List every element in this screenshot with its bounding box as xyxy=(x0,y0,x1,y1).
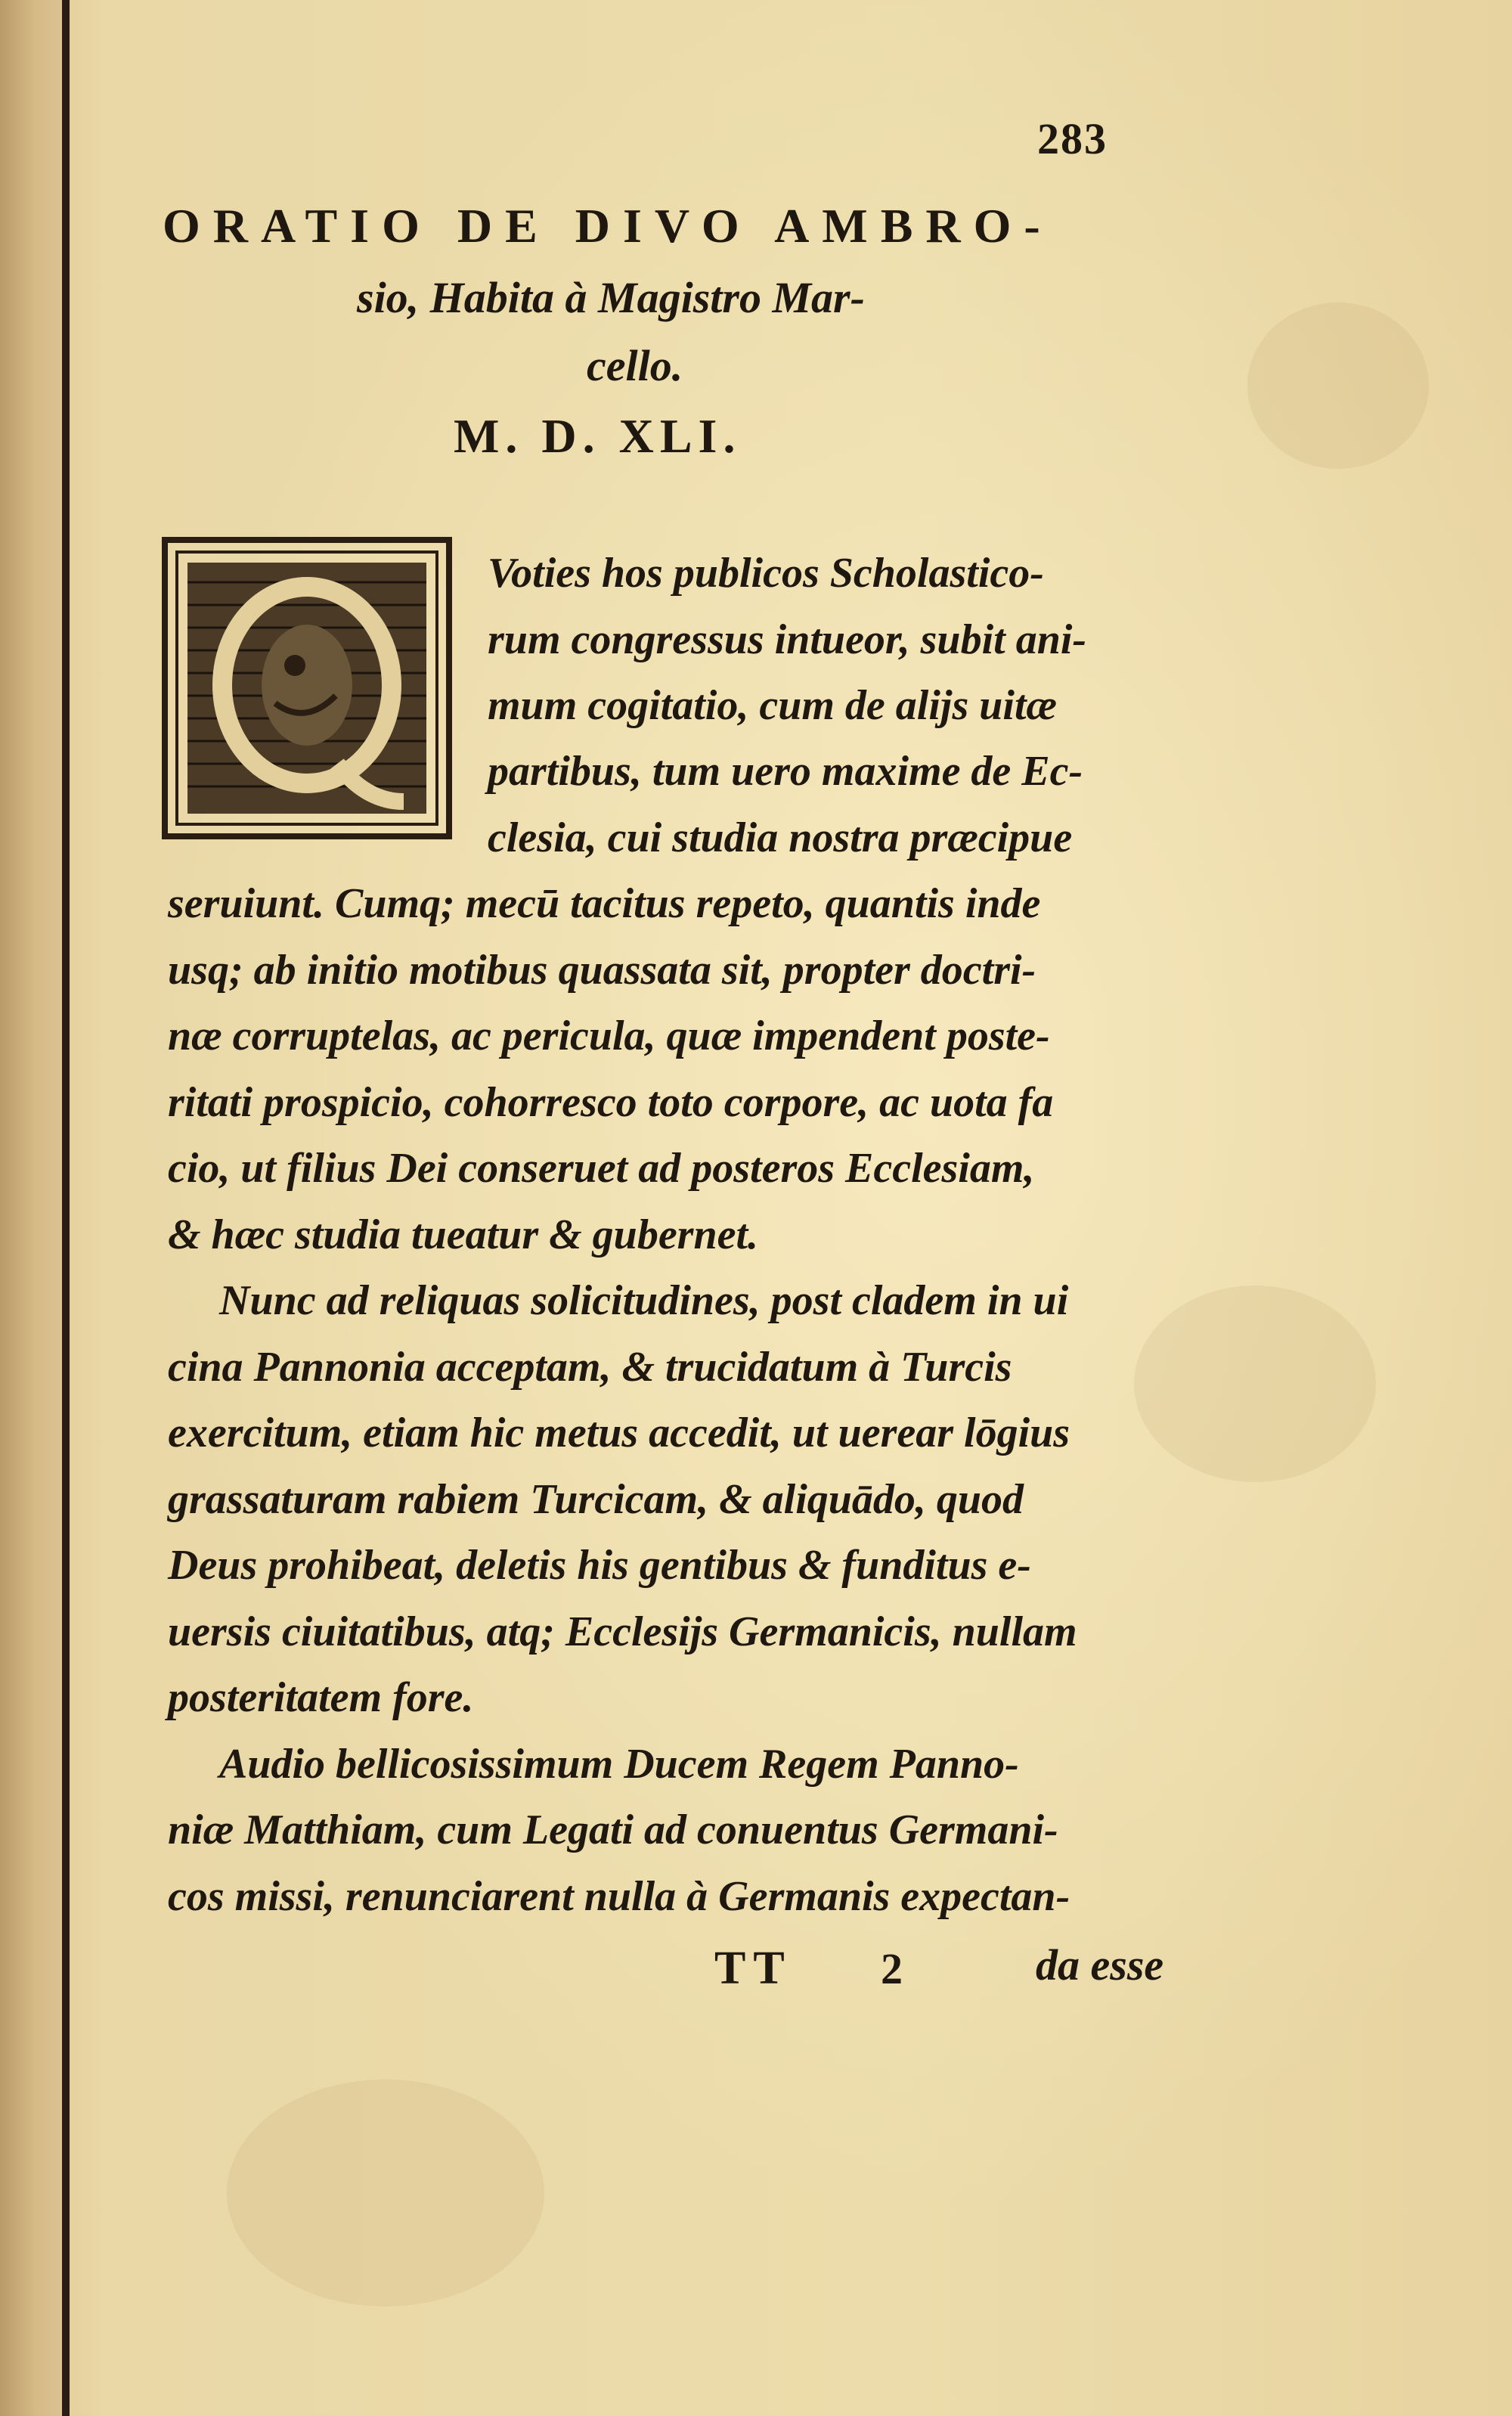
text-line: Nunc ad reliquas solicitudines, post cladem in ui xyxy=(219,1277,1069,1324)
title-line: ORATIO DE DIVO AMBRO- xyxy=(163,199,1053,253)
initial-letter: Q xyxy=(177,567,178,568)
text-line: Audio bellicosissimum Ducem Regem Panno- xyxy=(219,1741,1019,1788)
binding-gutter-line xyxy=(62,0,70,2416)
text-line: seruiunt. Cumq; mecū tacitus repeto, quantis inde xyxy=(168,880,1041,927)
text-line: exercitum, etiam hic metus accedit, ut uerear lōgius xyxy=(168,1410,1070,1456)
text-line: clesia, cui studia nostra præcipue xyxy=(488,814,1073,861)
text-line: Voties hos publicos Scholastico- xyxy=(488,550,1044,597)
text-line: Deus prohibeat, deletis his gentibus & funditus e- xyxy=(168,1542,1031,1589)
paper-stain xyxy=(227,2079,544,2306)
decorated-initial xyxy=(162,537,452,839)
signature-mark: TT xyxy=(714,1943,792,1994)
text-line: næ corruptelas, ac pericula, quæ impendent poste- xyxy=(168,1013,1050,1059)
text-line: ritati prospicio, cohorresco toto corpore, ac uota fa xyxy=(168,1079,1054,1126)
text-line: uersis ciuitatibus, atq; Ecclesijs Germanicis, nullam xyxy=(168,1608,1077,1655)
catchword: da esse xyxy=(1036,1940,1164,1990)
text-line: grassaturam rabiem Turcicam, & aliquādo, quod xyxy=(168,1476,1024,1523)
binding-edge xyxy=(0,0,67,2416)
text-line: niæ Matthiam, cum Legati ad conuentus Germani- xyxy=(168,1807,1058,1853)
title-line: sio, Habita à Magistro Mar- xyxy=(357,273,865,322)
title-date: M. D. XLI. xyxy=(454,409,742,463)
paper-stain xyxy=(1247,302,1429,469)
title-line: cello. xyxy=(587,341,683,390)
page-number: 283 xyxy=(1037,114,1108,163)
text-line: partibus, tum uero maxime de Ec- xyxy=(488,748,1083,795)
text-line: cos missi, renunciarent nulla à Germanis expectan- xyxy=(168,1873,1070,1920)
text-line: mum cogitatio, cum de alijs uitæ xyxy=(488,682,1057,729)
text-line: usq; ab initio motibus quassata sit, propter doctri- xyxy=(168,947,1036,994)
paper-stain xyxy=(1134,1286,1376,1482)
text-line: rum congressus intueor, subit ani- xyxy=(488,616,1087,663)
text-line: posteritatem fore. xyxy=(168,1674,474,1721)
text-line: & hæc studia tueatur & gubernet. xyxy=(168,1211,759,1258)
text-line: cio, ut filius Dei conseruet ad posteros Ecclesiam, xyxy=(168,1145,1035,1192)
signature-number: 2 xyxy=(881,1944,903,1993)
text-line: cina Pannonia acceptam, & trucidatum à Turcis xyxy=(168,1344,1012,1391)
